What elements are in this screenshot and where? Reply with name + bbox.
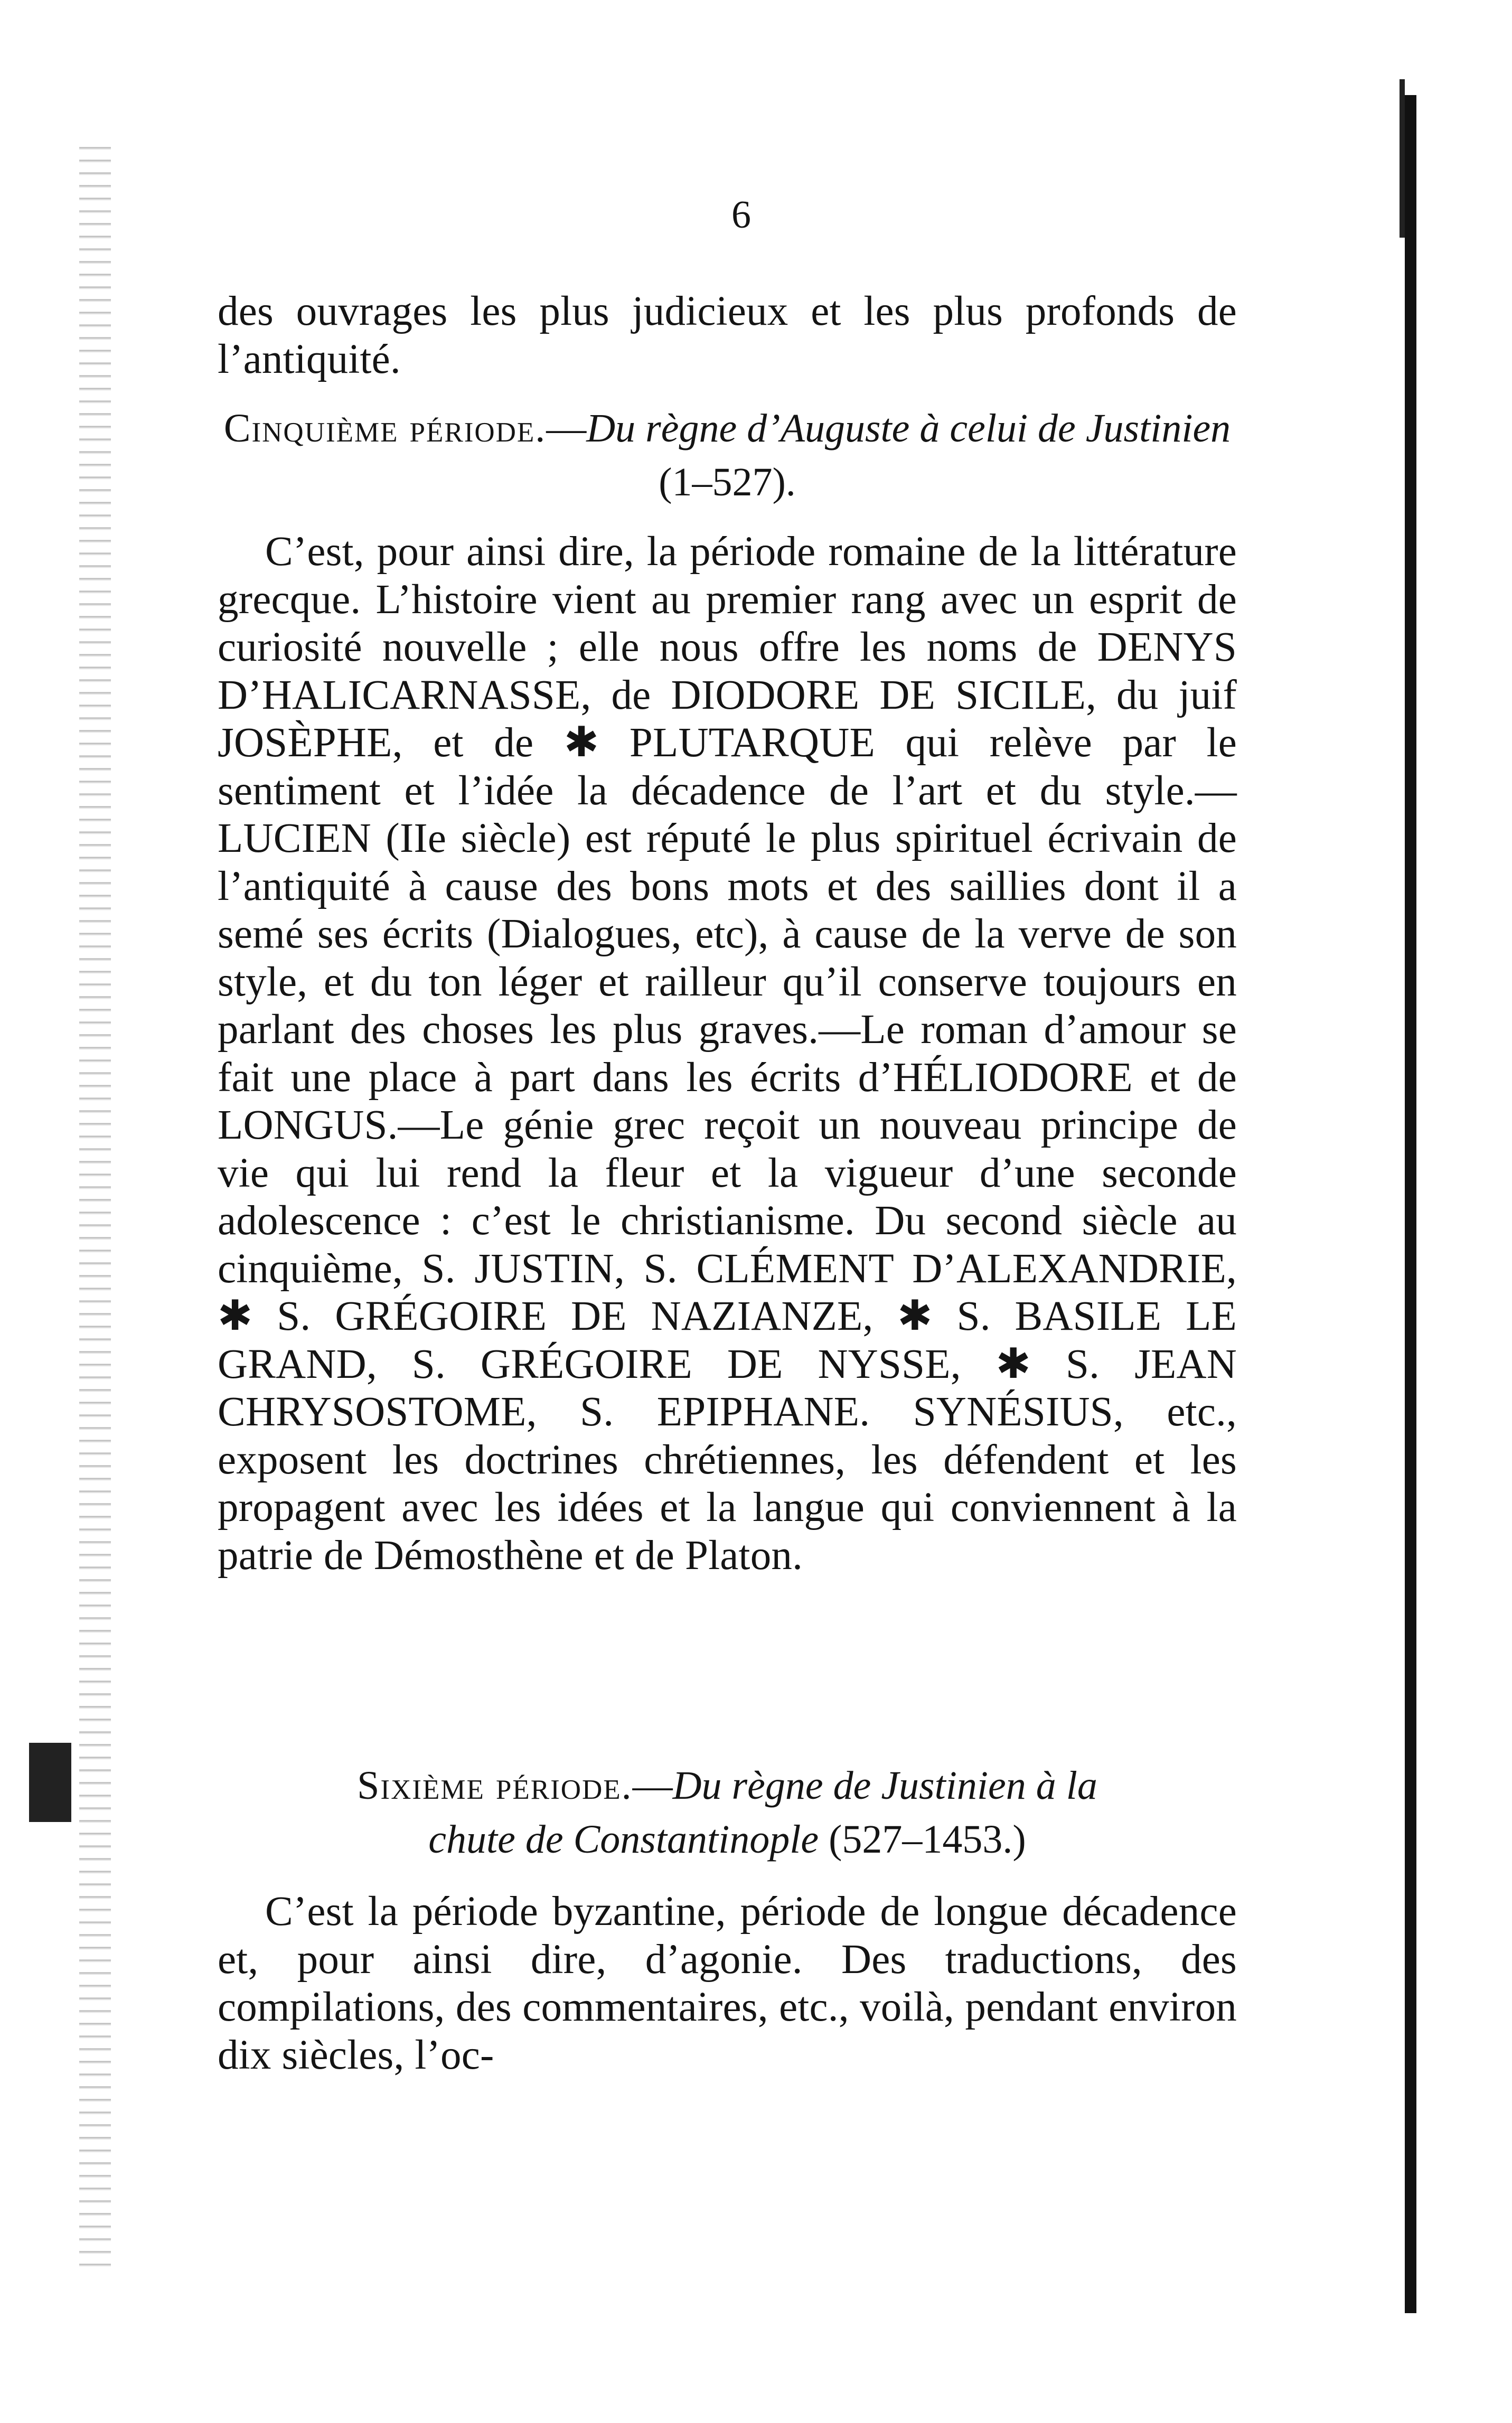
section-six-title-line-2: chute de Constantinople — [428, 1817, 819, 1862]
section-five-label: Cinquième période. — [223, 406, 547, 450]
section-six-dates: (527–1453.) — [829, 1817, 1026, 1862]
em-dash: — — [546, 406, 587, 450]
section-six-text: C’est la période byzantine, période de longue décadence et, pour ainsi dire, d’agonie. Des traductions, des compilations, des commentaires, etc., voilà, pendant environ dix siècles, l’oc- — [218, 1889, 1237, 2078]
section-five-text: C’est, pour ainsi dire, la période romaine de la littérature grecque. L’histoire vient au premier rang avec un esprit de curiosité nouvelle ; elle nous offre les noms de DENYS D’HALICARNASSE, de DIODORE DE SICILE, du juif JOSÈPHE, et de ✱ PLUTARQUE qui relève par le sentiment et l’idée la décadence de l’art et du style.—LUCIEN (IIe siècle) est réputé le plus spirituel écrivain de l’antiquité à cause des bons mots et des saillies dont il a semé ses écrits (Dialogues, etc), à cause de la verve de son style, et du ton léger et railleur qu’il conserve toujours en parlant des choses les plus graves.—Le roman d’amour se fait une place à part dans les écrits d’HÉLIODORE et de LONGUS.—Le génie grec reçoit un nouveau principe de vie qui lui rend la fleur et la vigueur d’une seconde adolescence : c’est le christianisme. Du second siècle au cinquième, S. JUSTIN, S. CLÉMENT D’ALEXANDRIE, ✱ S. GRÉGOIRE DE NAZIANZE, ✱ S. BASILE LE GRAND, S. GRÉGOIRE DE NYSSE, ✱ S. JEAN CHRYSOSTOME, S. EPIPHANE. SYNÉSIUS, etc., exposent les doctrines chrétiennes, les défendent et les propagent avec les idées et la langue qui conviennent à la patrie de Démosthène et de Platon. — [218, 529, 1237, 1579]
section-six-body — [218, 1888, 1237, 2079]
section-five-title: Du règne d’Auguste à celui de Justinien — [586, 406, 1231, 450]
scan-edge-rule — [1405, 95, 1416, 2313]
section-six-label: Sixième période. — [357, 1763, 633, 1808]
section-five-dates: (1–527). — [659, 460, 796, 504]
section-six-heading — [218, 1759, 1237, 1866]
intro-text: des ouvrages les plus judicieux et les plus profonds de l’antiquité. — [218, 288, 1237, 382]
em-dash: — — [632, 1763, 673, 1808]
page-number: 6 — [731, 193, 751, 237]
scan-edge-artifact — [1400, 79, 1405, 238]
section-five-heading — [218, 401, 1237, 509]
binding-edge-artifact — [79, 137, 111, 2276]
intro-paragraph — [218, 288, 1237, 383]
section-five-body — [218, 528, 1237, 1580]
section-six-title-line-1: Du règne de Justinien à la — [672, 1763, 1097, 1808]
scan-blot-artifact — [29, 1743, 71, 1822]
